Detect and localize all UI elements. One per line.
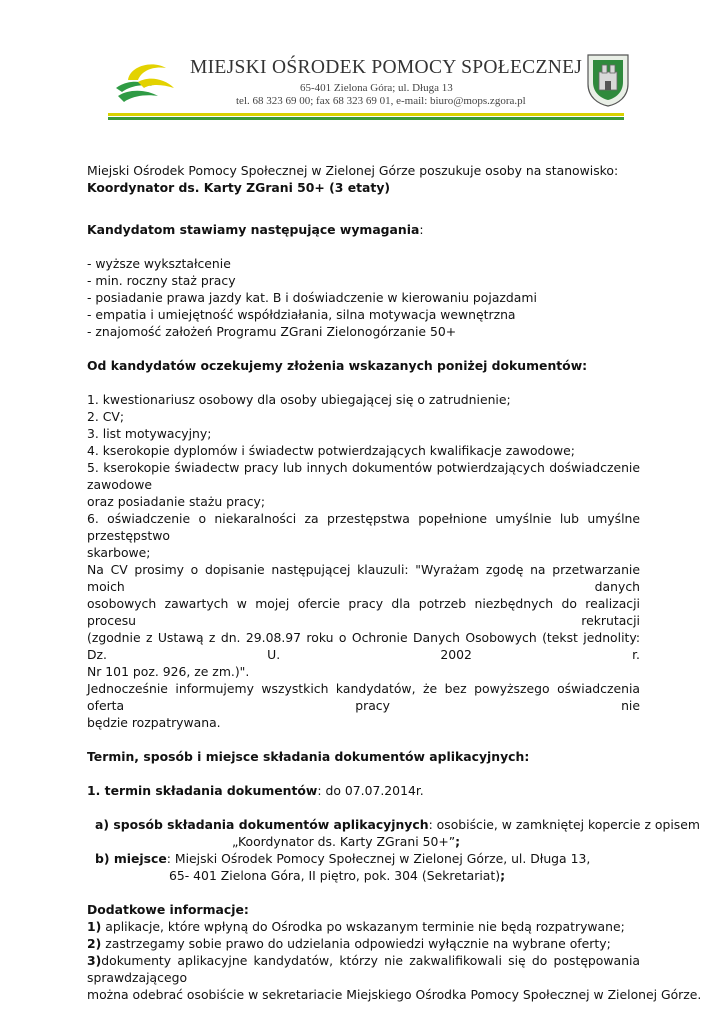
deadline-label: 1. termin składania dokumentów (87, 783, 318, 798)
submission-place-address: 65- 401 Zielona Góra, II piętro, pok. 304 (Sekretariat) (169, 868, 501, 883)
organization-contact: tel. 68 323 69 00; fax 68 323 69 01, e-mail: biuro@mops.zgora.pl (236, 95, 526, 107)
city-crest-icon (585, 52, 631, 108)
document-line: Jednocześnie informujemy wszystkich kandydatów, że bez powyższego oświadczenia oferta pracy nie (87, 681, 640, 713)
document-line: 1. kwestionariusz osobowy dla osoby ubiegającej się o zatrudnienie; (87, 392, 511, 407)
position-title: Koordynator ds. Karty ZGrani 50+ (3 etaty) (87, 180, 391, 195)
document-line: 2. CV; (87, 409, 125, 424)
organization-name: MIEJSKI OŚRODEK POMOCY SPOŁECZNEJ (190, 57, 583, 78)
document-line: Nr 101 poz. 926, ze zm.)". (87, 664, 250, 679)
additional-heading: Dodatkowe informacje: (87, 902, 249, 917)
document-line: 6. oświadczenie o niekaralności za przestępstwa popełnione umyślnie lub umyślne przestępstwo (87, 511, 640, 543)
additional-item-number: 3) (87, 953, 102, 968)
requirements-heading-colon: : (419, 222, 424, 237)
documents-heading: Od kandydatów oczekujemy złożenia wskazanych poniżej dokumentów: (87, 358, 588, 373)
document-line: (zgodnie z Ustawą z dn. 29.08.97 roku o Ochronie Danych Osobowych (tekst jednolity: Dz. U. 2002 r. (87, 630, 640, 662)
deadline-value: : do 07.07.2014r. (317, 783, 424, 798)
requirement-item: - empatia i umiejętność współdziałania, silna motywacja wewnętrzna (87, 307, 516, 322)
additional-item (87, 935, 640, 952)
intro-text: Miejski Ośrodek Pomocy Społecznej w Zielonej Górze poszukuje osoby na stanowisko: (87, 163, 619, 178)
submission-method-text: : osobiście, w zamkniętej kopercie z opisem (428, 817, 700, 832)
mops-logo-icon (108, 58, 180, 108)
additional-item-text: aplikacje, które wpłyną do Ośrodka po wskazanym terminie nie będą rozpatrywane; (101, 919, 625, 934)
letterhead (0, 0, 725, 130)
additional-item-continued: można odebrać osobiście w sekretariacie Miejskiego Ośrodka Pomocy Społecznej w Zielonej Górze. (87, 987, 702, 1002)
envelope-description-end: ; (455, 834, 461, 849)
requirement-item: - wyższe wykształcenie (87, 256, 231, 271)
additional-item-number: 1) (87, 919, 102, 934)
requirements-heading (87, 221, 640, 238)
submission-place-end: ; (500, 868, 506, 883)
document-line: oraz posiadanie stażu pracy; (87, 494, 266, 509)
document-body (87, 162, 702, 1003)
submission-place-text: : Miejski Ośrodek Pomocy Społecznej w Zielonej Górze, ul. Długa 13, (166, 851, 591, 866)
header-rule-green (108, 117, 624, 120)
additional-item (87, 918, 640, 935)
submission-place-line (87, 850, 640, 867)
document-line: Na CV prosimy o dopisanie następującej klauzuli: "Wyrażam zgodę na przetwarzanie moich danych (87, 562, 640, 594)
organization-address: 65-401 Zielona Góra; ul. Długa 13 (300, 82, 453, 94)
requirement-item: - znajomość założeń Programu ZGrani Zielonogórzanie 50+ (87, 324, 457, 339)
document-line: 5. kserokopie świadectw pracy lub innych dokumentów potwierdzających doświadczenie zawodowe (87, 460, 640, 492)
header-rule-yellow (108, 113, 624, 116)
submission-place-line2 (87, 867, 640, 884)
submission-method-label: a) sposób składania dokumentów aplikacyjnych (95, 817, 429, 832)
document-line: skarbowe; (87, 545, 151, 560)
deadline-line (87, 782, 640, 799)
document-line: osobowych zawartych w mojej ofercie pracy dla potrzeb niezbędnych do realizacji procesu rekrutacji (87, 596, 640, 628)
submission-place-label: b) miejsce (95, 851, 167, 866)
submission-method-line2 (87, 833, 640, 850)
document-line: będzie rozpatrywana. (87, 715, 221, 730)
document-line: 4. kserokopie dyplomów i świadectw potwierdzających kwalifikacje zawodowe; (87, 443, 575, 458)
requirement-item: - min. roczny staż pracy (87, 273, 236, 288)
document-line: 3. list motywacyjny; (87, 426, 212, 441)
envelope-description: „Koordynator ds. Karty ZGrani 50+” (232, 834, 456, 849)
submission-method-line (87, 816, 700, 833)
requirements-heading-text: Kandydatom stawiamy następujące wymagania (87, 222, 420, 237)
additional-item-text: zastrzegamy sobie prawo do udzielania odpowiedzi wyłącznie na wybrane oferty; (101, 936, 611, 951)
requirement-item: - posiadanie prawa jazdy kat. B i doświadczenie w kierowaniu pojazdami (87, 290, 537, 305)
additional-item-text: dokumenty aplikacyjne kandydatów, którzy nie zakwalifikowali się do postępowania sprawdzającego (87, 953, 640, 985)
additional-item-number: 2) (87, 936, 102, 951)
submission-heading: Termin, sposób i miejsce składania dokumentów aplikacyjnych: (87, 749, 530, 764)
additional-item (87, 952, 640, 986)
